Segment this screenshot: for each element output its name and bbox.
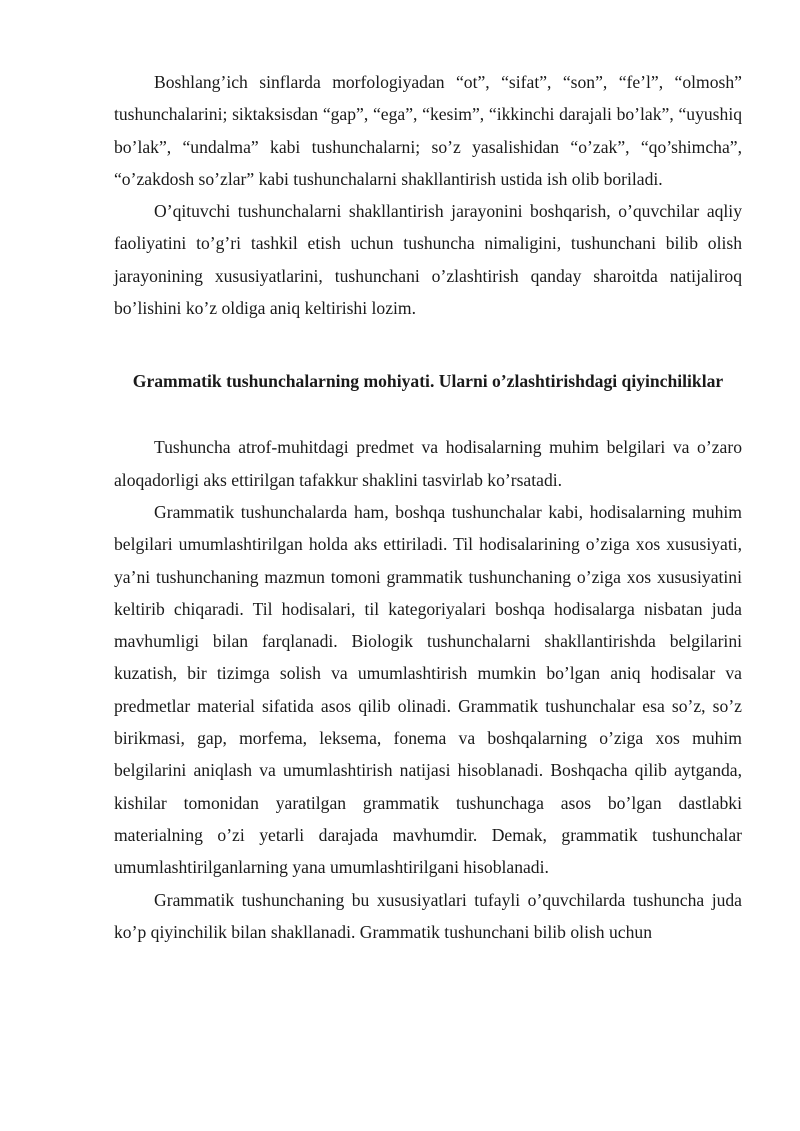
section-heading: Grammatik tushunchalarning mohiyati. Ularni o’zlashtirishdagi qiyinchiliklar — [132, 371, 724, 392]
document-page — [114, 66, 742, 948]
paragraph-grammatical-concepts: Grammatik tushunchalarda ham, boshqa tushunchalar kabi, hodisalarning muhim belgilari umumlashtirilgan holda aks ettiriladi. Til hodisalarining o’ziga xos xususiyati, ya’ni tushunchaning mazmun tomoni grammatik tushunchaning o’ziga xos xususiyatini keltirib chiqaradi. Til hodisalari, til kategoriyalari boshqa hodisalarga nisbatan juda mavhumligi bilan farqlanadi. Biologik tushunchalarni shakllantirishda belgilarini kuzatish, bir tizimga solish va umumlashtirish mumkin bo’lgan aniq hodisalar va predmetlar material sifatida asos qilib olinadi. Grammatik tushunchalar esa so’z, so’z birikmasi, gap, morfema, leksema, fonema va boshqalarning o’ziga xos muhim belgilarini aniqlash va umumlashtirish natijasi hisoblanadi. Boshqacha qilib aytganda, kishilar tomonidan yaratilgan grammatik tushunchaga asos bo’lgan dastlabki materialning o’zi yetarli darajada mavhumdir. Demak, grammatik tushunchalar umumlashtirilganlarning yana umumlashtirilgani hisoblanadi. — [114, 501, 742, 878]
paragraph-teacher-role: O’qituvchi tushunchalarni shakllantirish jarayonini boshqarish, o’quvchilar aqliy faoliyatini to’g’ri tashkil etish uchun tushuncha nimaligini, tushunchani bilib olish jarayonining xususiyatlarini, tushunchani o’zlashtirish qanday sharoitda natijaliroq bo’lishini ko’z oldiga aniq keltirishi lozim. — [114, 201, 742, 319]
paragraph-difficulties: Grammatik tushunchaning bu xususiyatlari tufayli o’quvchilarda tushuncha juda ko’p qiyinchilik bilan shakllanadi. Grammatik tushunchani bilib olish uchun — [114, 889, 742, 942]
paragraph-concept-definition: Tushuncha atrof-muhitdagi predmet va hodisalarning muhim belgilari va o’zaro aloqadorligi aks ettirilgan tafakkur shaklini tasvirlab ko’rsatadi. — [114, 437, 742, 490]
paragraph-morphology-concepts: Boshlang’ich sinflarda morfologiyadan “ot”, “sifat”, “son”, “fe’l”, “olmosh” tushunchalarini; siktaksisdan “gap”, “ega”, “kesim”, “ikkinchi darajali bo’lak”, “uyushiq bo’lak”, “undalma” kabi tushunchalarni; so’z yasalishidan “o’zak”, “qo’shimcha”, “o’zakdosh so’zlar” kabi tushunchalarni shakllantirish ustida ish olib boriladi. — [114, 72, 742, 189]
